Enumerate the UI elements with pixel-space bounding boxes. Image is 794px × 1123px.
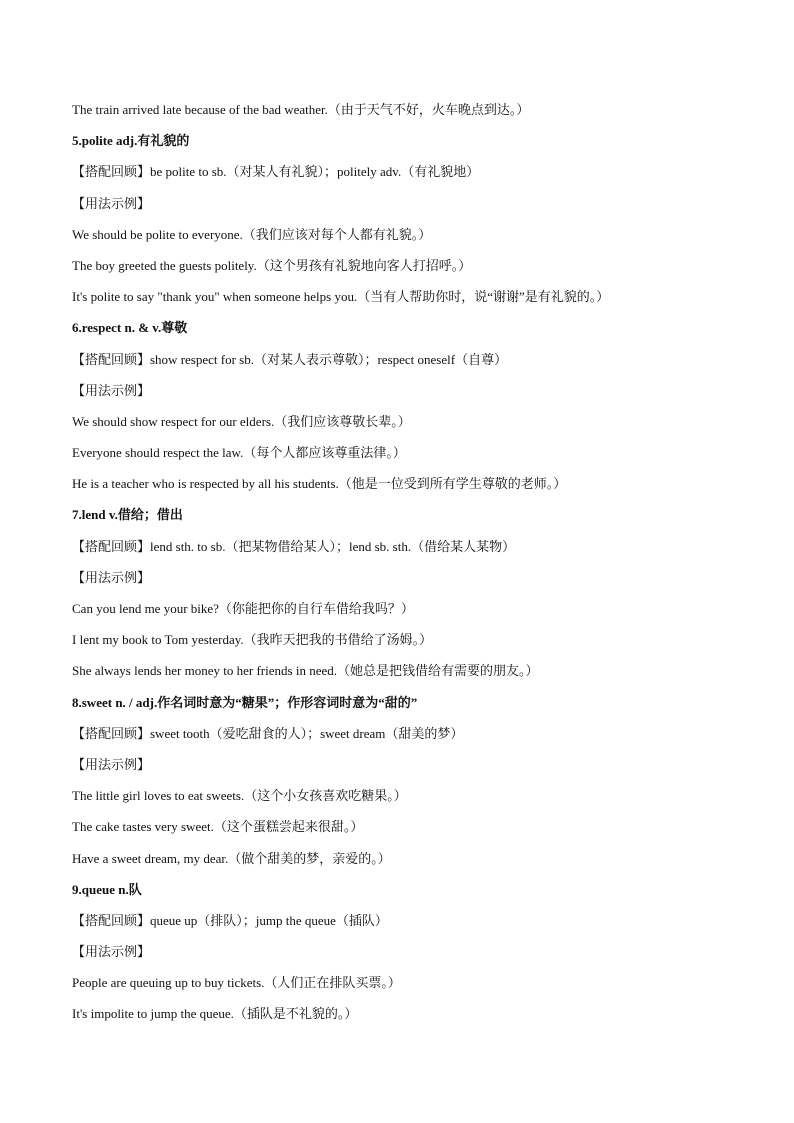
collocation-review: 【搭配回顾】queue up（排队）；jump the queue（插队） bbox=[72, 912, 388, 928]
example-sentence: It's impolite to jump the queue.（插队是不礼貌的。） bbox=[72, 1006, 358, 1022]
example-sentence: The little girl loves to eat sweets.（这个小女孩喜欢吃糖果。） bbox=[72, 788, 407, 804]
section-heading-polite: 5.polite adj.有礼貌的 bbox=[72, 133, 190, 149]
example-sentence: Can you lend me your bike?（你能把你的自行车借给我吗？） bbox=[72, 601, 414, 616]
collocation-review: 【搭配回顾】show respect for sb.（对某人表示尊敬）；respect oneself（自尊） bbox=[72, 351, 508, 367]
example-sentence: The cake tastes very sweet.（这个蛋糕尝起来很甜。） bbox=[72, 819, 364, 835]
usage-examples-label: 【用法示例】 bbox=[72, 382, 151, 398]
example-sentence: We should show respect for our elders.（我们应该尊敬长辈。） bbox=[72, 413, 411, 429]
example-sentence: It's polite to say "thank you" when someone helps you.（当有人帮助你时，说“谢谢”是有礼貌的。） bbox=[72, 289, 610, 305]
usage-examples-label: 【用法示例】 bbox=[72, 195, 151, 211]
document-body bbox=[72, 100, 752, 1036]
collocation-review: 【搭配回顾】be polite to sb.（对某人有礼貌）；politely adv.（有礼貌地） bbox=[72, 164, 480, 180]
example-sentence: He is a teacher who is respected by all his students.（他是一位受到所有学生尊敬的老师。） bbox=[72, 476, 567, 492]
example-sentence: Have a sweet dream, my dear.（做个甜美的梦，亲爱的。） bbox=[72, 850, 391, 866]
section-heading-sweet: 8.sweet n. / adj.作名词时意为“糖果”；作形容词时意为“甜的” bbox=[72, 694, 418, 710]
usage-examples-label: 【用法示例】 bbox=[72, 944, 151, 960]
usage-examples-label: 【用法示例】 bbox=[72, 756, 151, 772]
usage-examples-label: 【用法示例】 bbox=[72, 569, 151, 585]
example-sentence: People are queuing up to buy tickets.（人们正在排队买票。） bbox=[72, 975, 401, 991]
section-heading-respect: 6.respect n. & v.尊敬 bbox=[72, 320, 188, 336]
example-sentence: Everyone should respect the law.（每个人都应该尊重法律。） bbox=[72, 445, 406, 461]
example-sentence: I lent my book to Tom yesterday.（我昨天把我的书借给了汤姆。） bbox=[72, 632, 433, 648]
collocation-review: 【搭配回顾】lend sth. to sb.（把某物借给某人）；lend sb. sth.（借给某人某物） bbox=[72, 538, 516, 554]
example-sentence: The train arrived late because of the bad weather.（由于天气不好，火车晚点到达。） bbox=[72, 102, 530, 117]
section-heading-lend: 7.lend v.借给；借出 bbox=[72, 507, 183, 523]
section-heading-queue: 9.queue n.队 bbox=[72, 881, 142, 897]
collocation-review: 【搭配回顾】sweet tooth（爱吃甜食的人）；sweet dream（甜美的梦） bbox=[72, 725, 464, 741]
example-sentence: She always lends her money to her friends in need.（她总是把钱借给有需要的朋友。） bbox=[72, 663, 539, 679]
example-sentence: We should be polite to everyone.（我们应该对每个人都有礼貌。） bbox=[72, 226, 432, 242]
example-sentence: The boy greeted the guests politely.（这个男孩有礼貌地向客人打招呼。） bbox=[72, 257, 472, 273]
